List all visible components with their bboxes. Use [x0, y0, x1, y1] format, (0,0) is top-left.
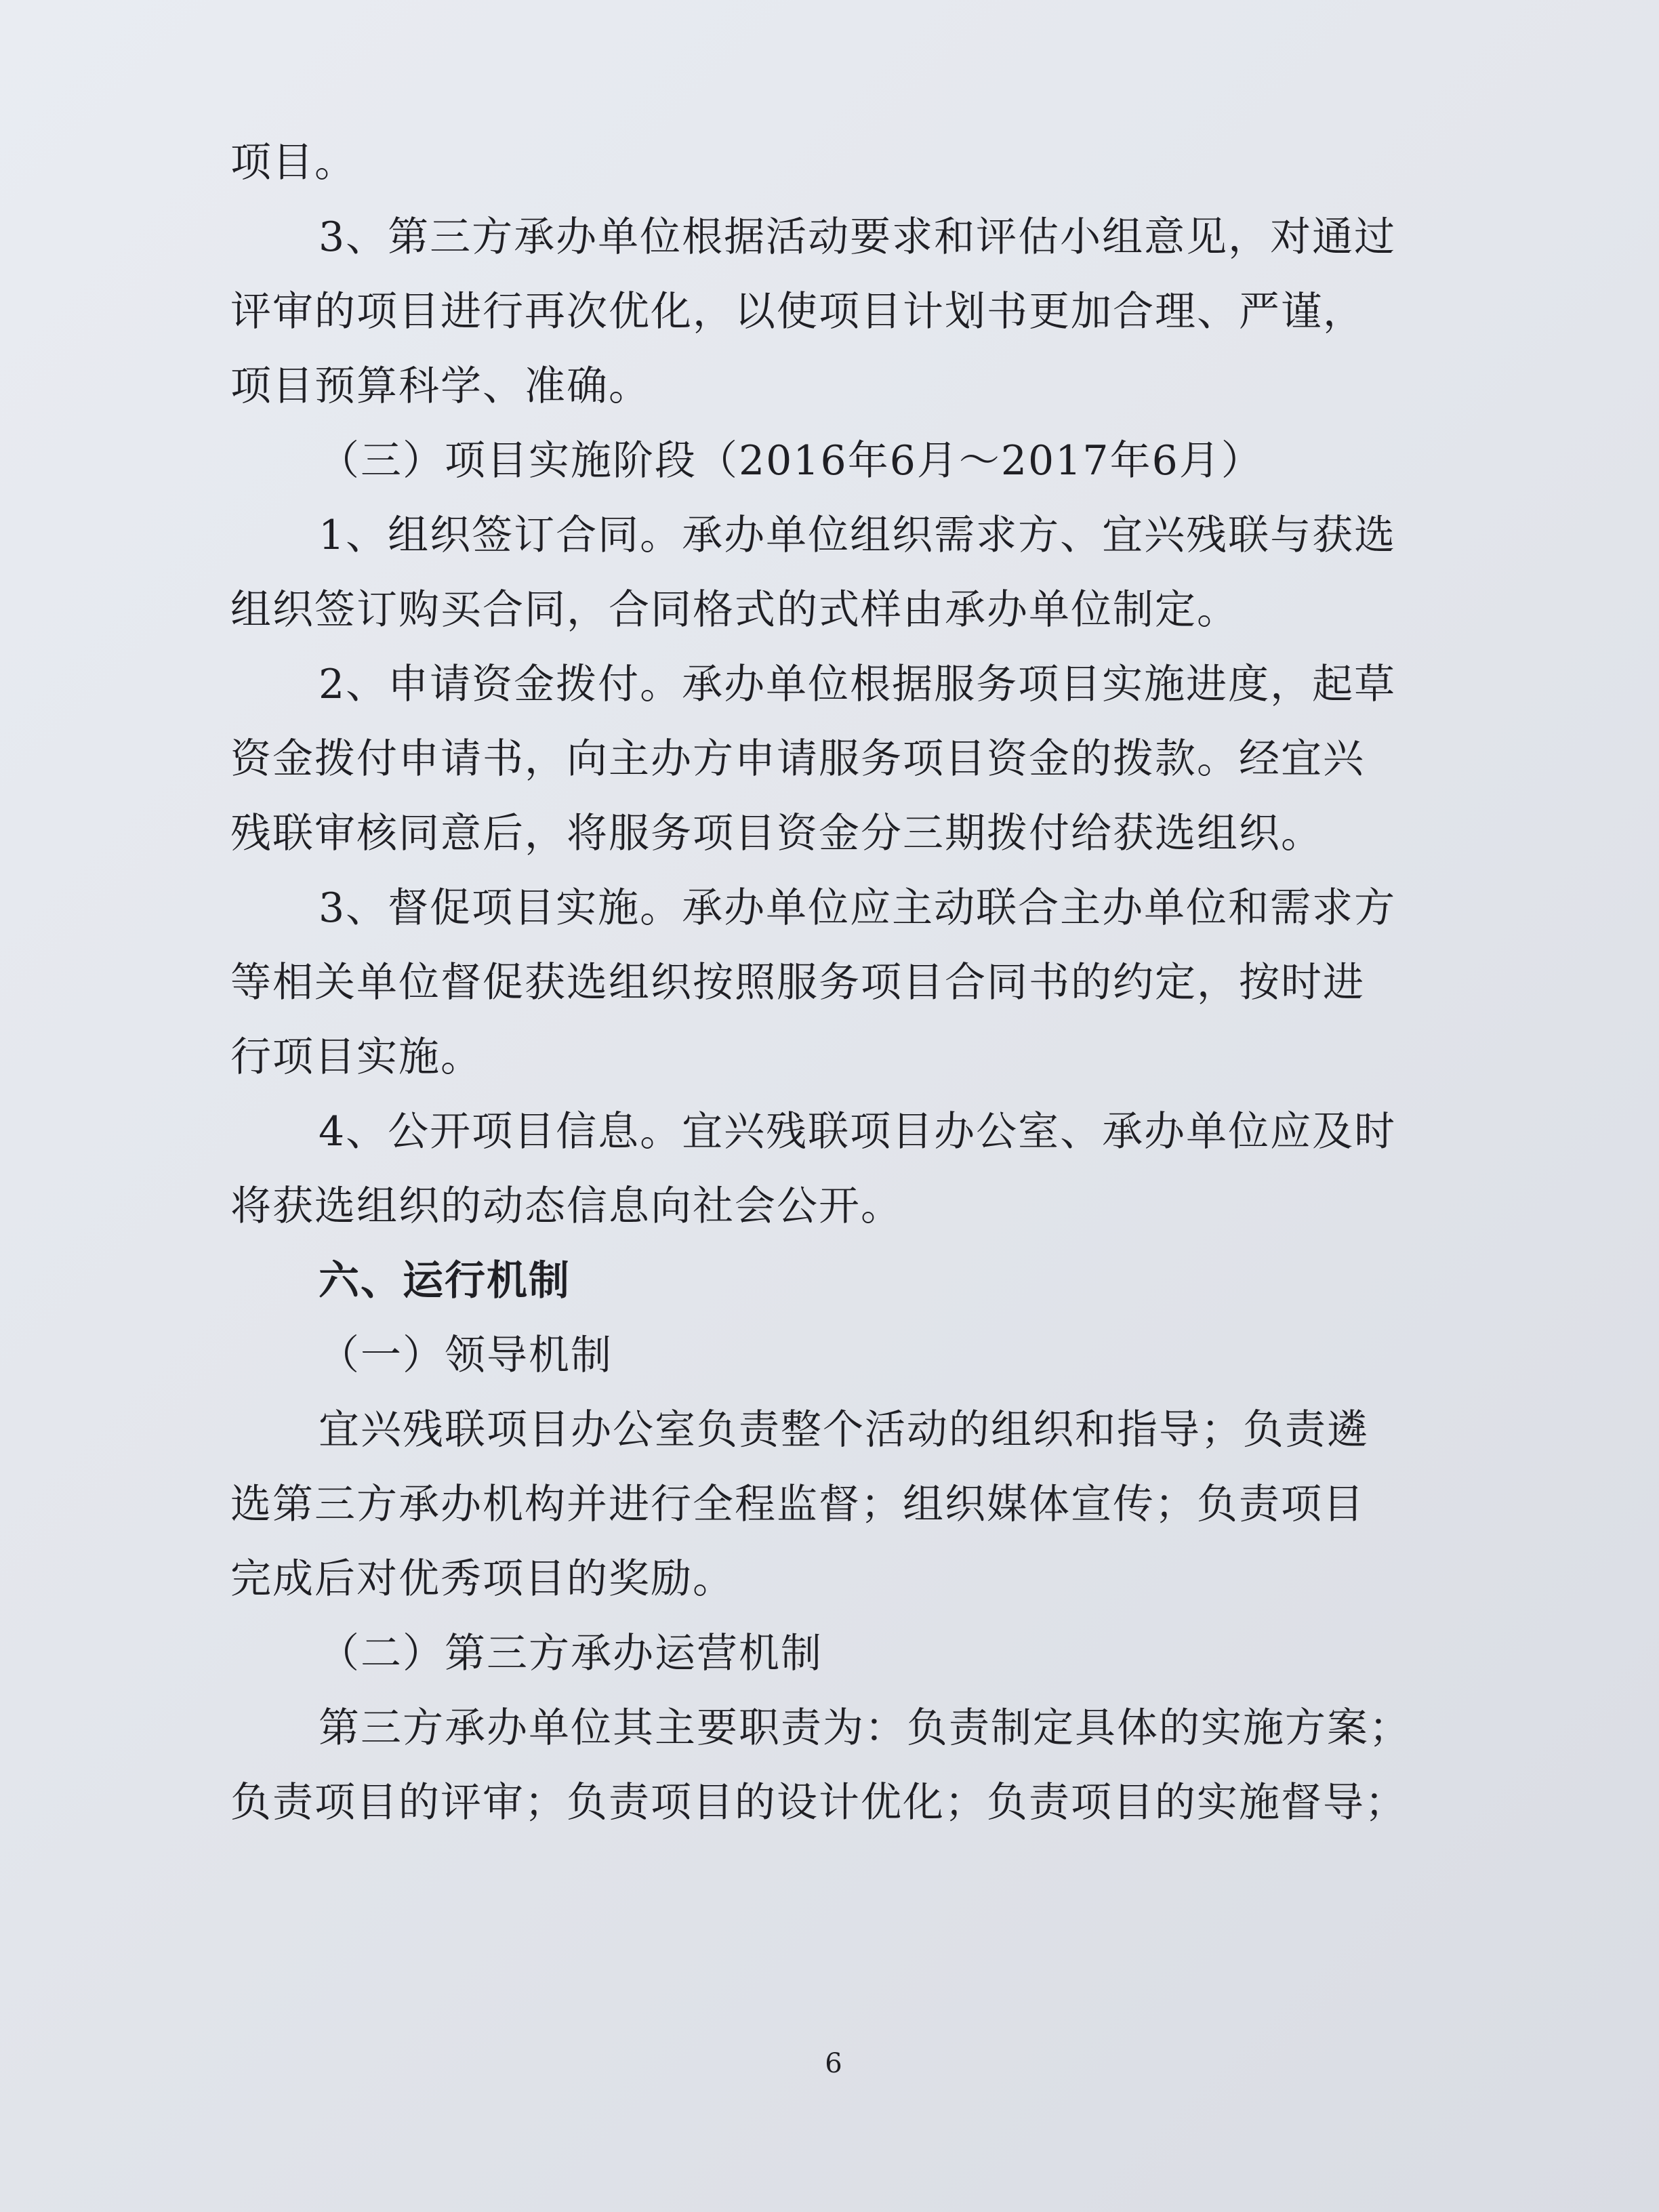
text-line-3: 评审的项目进行再次优化，以使项目计划书更加合理、严谨， — [230, 288, 1365, 335]
text-line-13: 行项目实施。 — [230, 1033, 483, 1081]
text-line-1: 项目。 — [230, 139, 356, 186]
text-line-2: 3、第三方承办单位根据活动要求和评估小组意见，对通过 — [319, 213, 1397, 261]
text-line-6: 1、组织签订合同。承办单位组织需求方、宜兴残联与获选 — [319, 512, 1397, 559]
text-line-12: 等相关单位督促获选组织按照服务项目合同书的约定，按时进 — [230, 959, 1365, 1006]
section-heading-3: （三）项目实施阶段（2016年6月～2017年6月） — [319, 437, 1263, 485]
page-number: 6 — [825, 2048, 842, 2079]
chapter-heading-6: 六、运行机制 — [319, 1257, 571, 1305]
text-line-14: 4、公开项目信息。宜兴残联项目办公室、承办单位应及时 — [319, 1108, 1397, 1155]
text-line-8: 2、申请资金拨付。承办单位根据服务项目实施进度，起草 — [319, 661, 1397, 708]
text-line-7: 组织签订购买合同，合同格式的式样由承办单位制定。 — [230, 586, 1239, 634]
text-line-15: 将获选组织的动态信息向社会公开。 — [230, 1183, 903, 1230]
text-line-10: 残联审核同意后，将服务项目资金分三期拨付给获选组织。 — [230, 810, 1323, 857]
subheading-2: （二）第三方承办运营机制 — [319, 1630, 823, 1677]
text-line-23: 负责项目的评审；负责项目的设计优化；负责项目的实施督导； — [230, 1779, 1407, 1826]
subheading-1: （一）领导机制 — [319, 1332, 613, 1379]
text-line-19: 选第三方承办机构并进行全程监督；组织媒体宣传；负责项目 — [230, 1481, 1365, 1528]
text-line-22: 第三方承办单位其主要职责为：负责制定具体的实施方案； — [319, 1704, 1411, 1752]
text-line-4: 项目预算科学、准确。 — [230, 363, 651, 410]
text-line-20: 完成后对优秀项目的奖励。 — [230, 1555, 735, 1603]
text-line-18: 宜兴残联项目办公室负责整个活动的组织和指导；负责遴 — [319, 1406, 1369, 1454]
text-line-9: 资金拨付申请书，向主办方申请服务项目资金的拨款。经宜兴 — [230, 735, 1365, 783]
text-line-11: 3、督促项目实施。承办单位应主动联合主办单位和需求方 — [319, 884, 1397, 932]
